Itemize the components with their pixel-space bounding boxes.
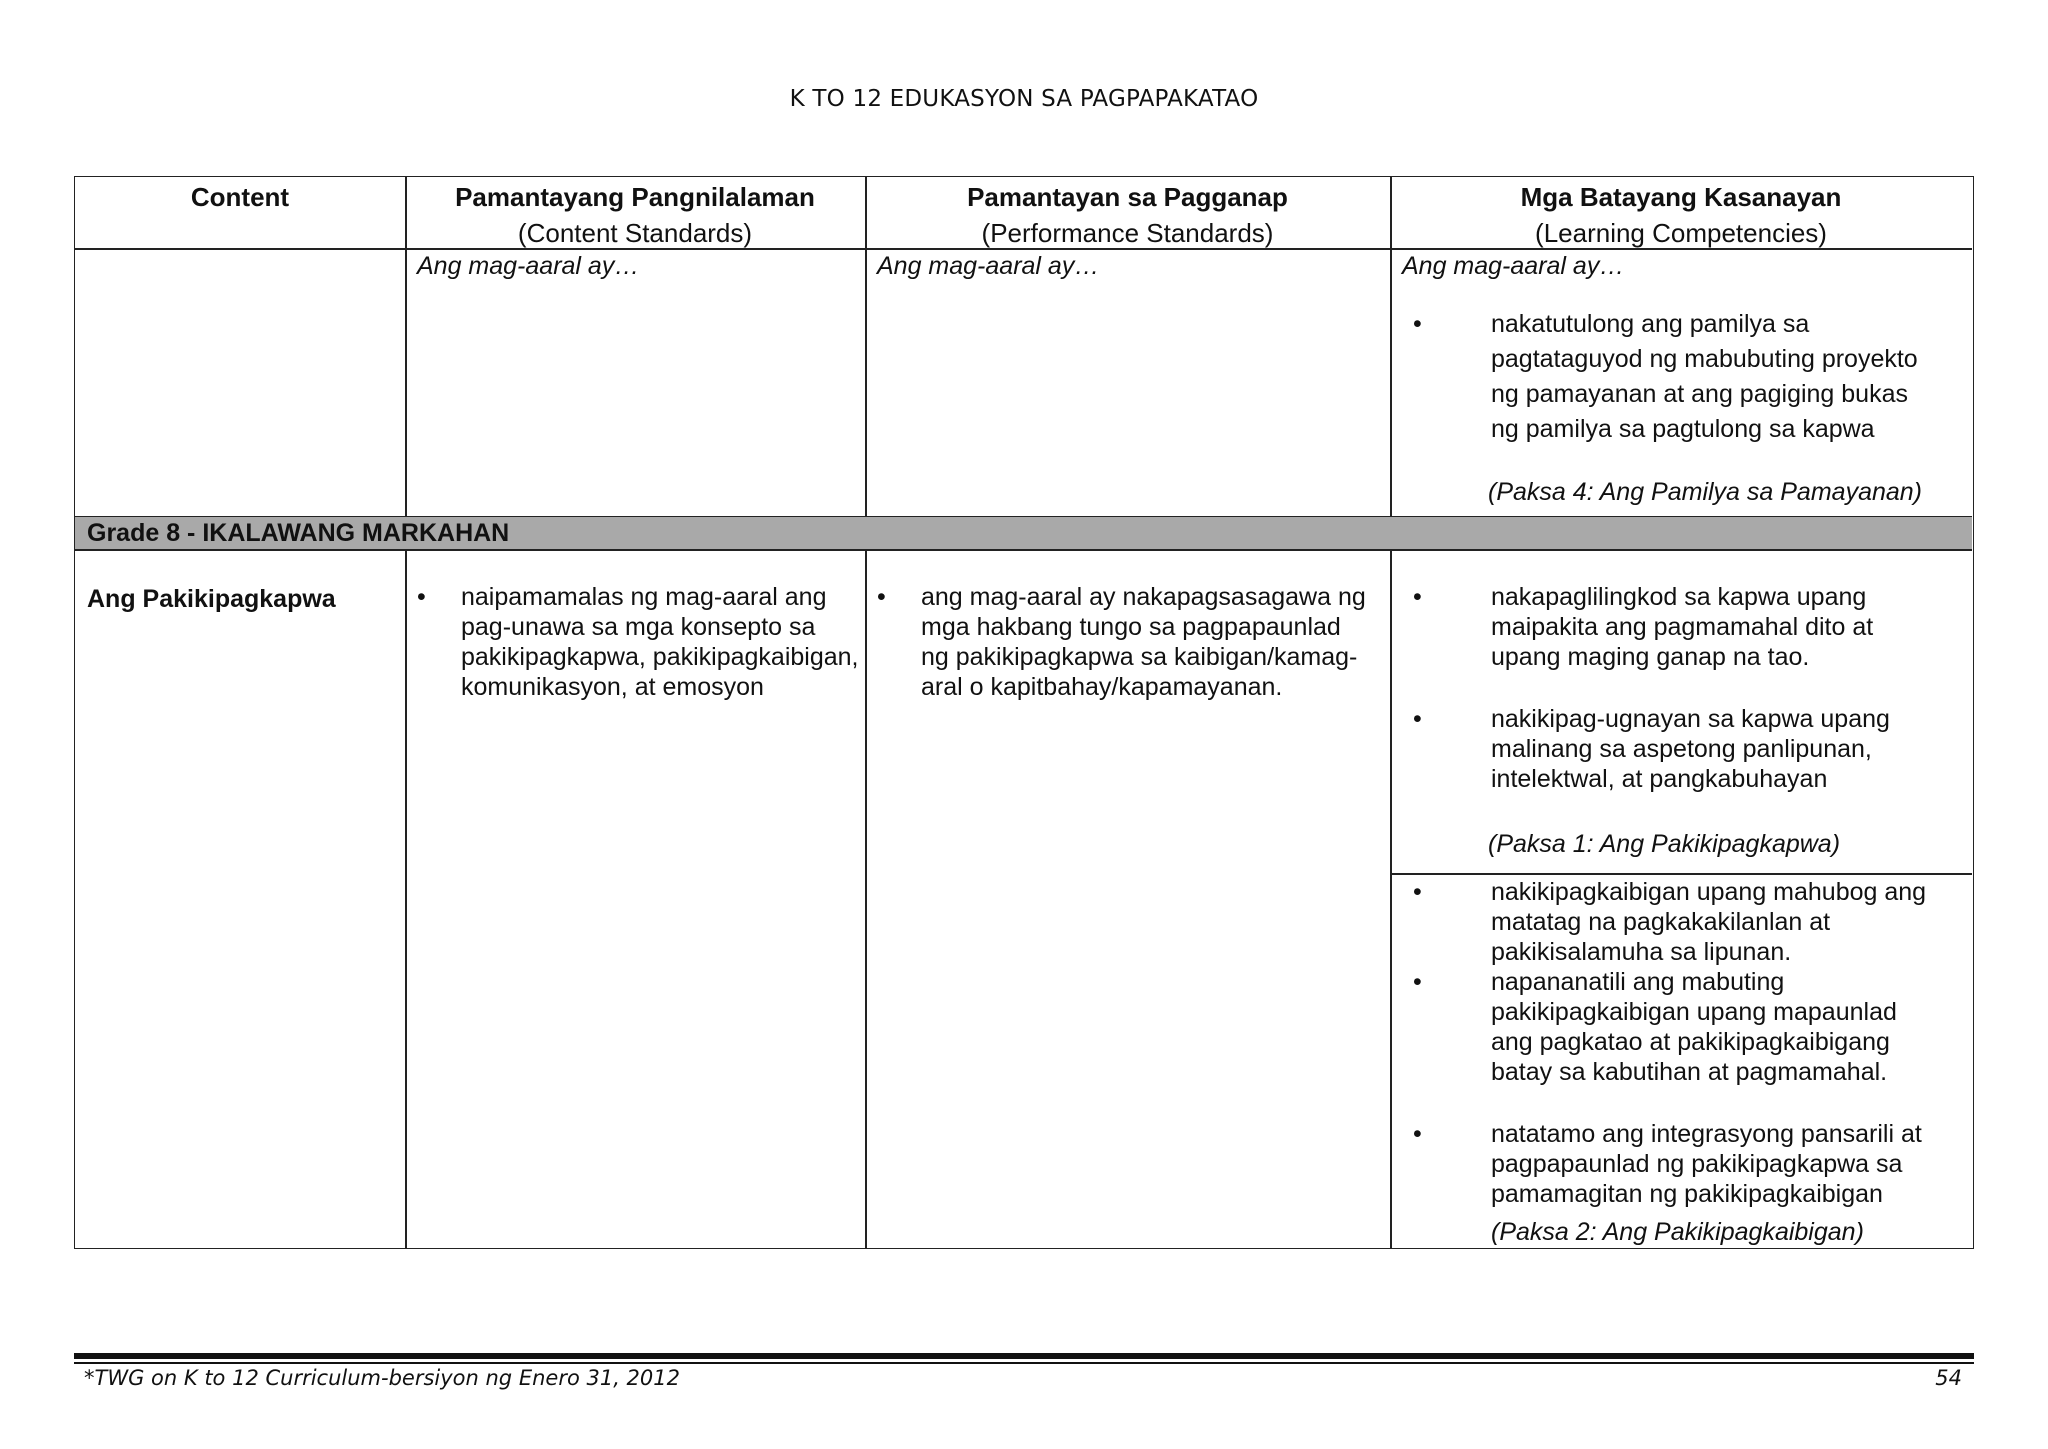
row2-reference-b: (Paksa 2: Ang Pakikipagkaibigan)	[1491, 1218, 1864, 1246]
row1-competencies	[1413, 307, 1940, 447]
header-content-standards-title: Pamantayang Pangnilalaman	[455, 182, 815, 212]
list-item	[1413, 582, 1945, 672]
competency-text: natatamo ang integrasyong pansarili at pagpapaunlad ng pakikipagkapwa sa pamamagitan ng pakikipagkaibigan	[1491, 1120, 1922, 1208]
row2-competencies-a	[1413, 582, 1945, 794]
document-title: K TO 12 EDUKASYON SA PAGPAPAKATAO	[789, 86, 1259, 112]
page-number: 54	[1935, 1366, 1962, 1390]
performance-standards-intro: Ang mag-aaral ay…	[877, 252, 1100, 280]
content-standards-intro: Ang mag-aaral ay…	[417, 252, 640, 280]
competency-text: nakapaglilingkod sa kapwa upang maipakita ang pagmamahal dito at upang maging ganap na tao.	[1491, 583, 1874, 671]
footer-note: *TWG on K to 12 Curriculum-bersiyon ng Enero 31, 2012	[84, 1366, 680, 1390]
header-performance-standards	[865, 177, 1390, 248]
row-divider	[1390, 873, 1972, 875]
bullet: •	[417, 583, 426, 611]
header-learning-competencies-title: Mga Batayang Kasanayan	[1520, 182, 1842, 212]
content-standard-text: naipamamalas ng mag-aaral ang pag-unawa sa mga konsepto sa pakikipagkapwa, pakikipagkaibigan, komunikasyon, at emosyon	[461, 583, 859, 701]
footer-rule	[74, 1362, 1974, 1364]
row2-reference-a: (Paksa 1: Ang Pakikipagkapwa)	[1488, 830, 1841, 858]
header-performance-standards-subtitle: (Performance Standards)	[981, 218, 1274, 248]
competency-text: nakikipag-ugnayan sa kapwa upang malinang sa aspetong panlipunan, intelektwal, at pangkabuhayan	[1491, 705, 1890, 793]
list-item	[1413, 704, 1945, 794]
list-item	[1413, 307, 1940, 447]
header-content	[75, 177, 405, 248]
row2-content-standard	[415, 582, 860, 702]
bullet: •	[1413, 705, 1422, 733]
competency-text: nakatutulong ang pamilya sa pagtataguyod ng mabubuting proyekto ng pamayanan at ang pagiging bukas ng pamilya sa pagtulong sa kapwa	[1491, 310, 1918, 443]
bullet: •	[1413, 1120, 1422, 1148]
header-content-standards	[405, 177, 865, 248]
bullet: •	[1413, 878, 1422, 906]
curriculum-table	[74, 176, 1974, 1249]
section-band: Grade 8 - IKALAWANG MARKAHAN	[75, 517, 1972, 549]
list-item	[875, 582, 1370, 702]
competency-text: napananatili ang mabuting pakikipagkaibigan upang mapaunlad ang pagkatao at pakikipagkaibigang batay sa kabutihan at pagmamahal.	[1491, 968, 1897, 1086]
bullet: •	[1413, 310, 1422, 338]
competency-text: nakikipagkaibigan upang mahubog ang matatag na pagkakakilanlan at pakikisalamuha sa lipunan.	[1491, 878, 1927, 966]
bullet: •	[877, 583, 886, 611]
bullet: •	[1413, 583, 1422, 611]
header-content-standards-subtitle: (Content Standards)	[517, 218, 753, 248]
performance-standard-text: ang mag-aaral ay nakapagsasagawa ng mga hakbang tungo sa pagpapaunlad ng pakikipagkapwa sa kaibigan/kamag-aral o kapitbahay/kapamayanan.	[921, 583, 1366, 701]
column-divider	[865, 177, 867, 1248]
row1-reference: (Paksa 4: Ang Pamilya sa Pamayanan)	[1488, 478, 1923, 506]
content-topic: Ang Pakikipagkapwa	[87, 585, 336, 613]
header-performance-standards-title: Pamantayan sa Pagganap	[967, 182, 1288, 212]
header-learning-competencies	[1390, 177, 1972, 248]
row2-performance-standard	[875, 582, 1370, 702]
list-item	[1413, 967, 1945, 1087]
footer-rule	[74, 1353, 1974, 1359]
column-divider	[405, 177, 407, 1248]
row2-competencies-b	[1413, 877, 1945, 1209]
column-divider	[1390, 177, 1392, 1248]
list-item	[415, 582, 860, 702]
list-item	[1413, 1119, 1945, 1209]
header-learning-competencies-subtitle: (Learning Competencies)	[1535, 218, 1827, 248]
header-content-title: Content	[190, 182, 290, 212]
bullet: •	[1413, 968, 1422, 996]
learning-competencies-intro: Ang mag-aaral ay…	[1402, 252, 1625, 280]
row-divider	[75, 549, 1972, 551]
list-item	[1413, 877, 1945, 967]
